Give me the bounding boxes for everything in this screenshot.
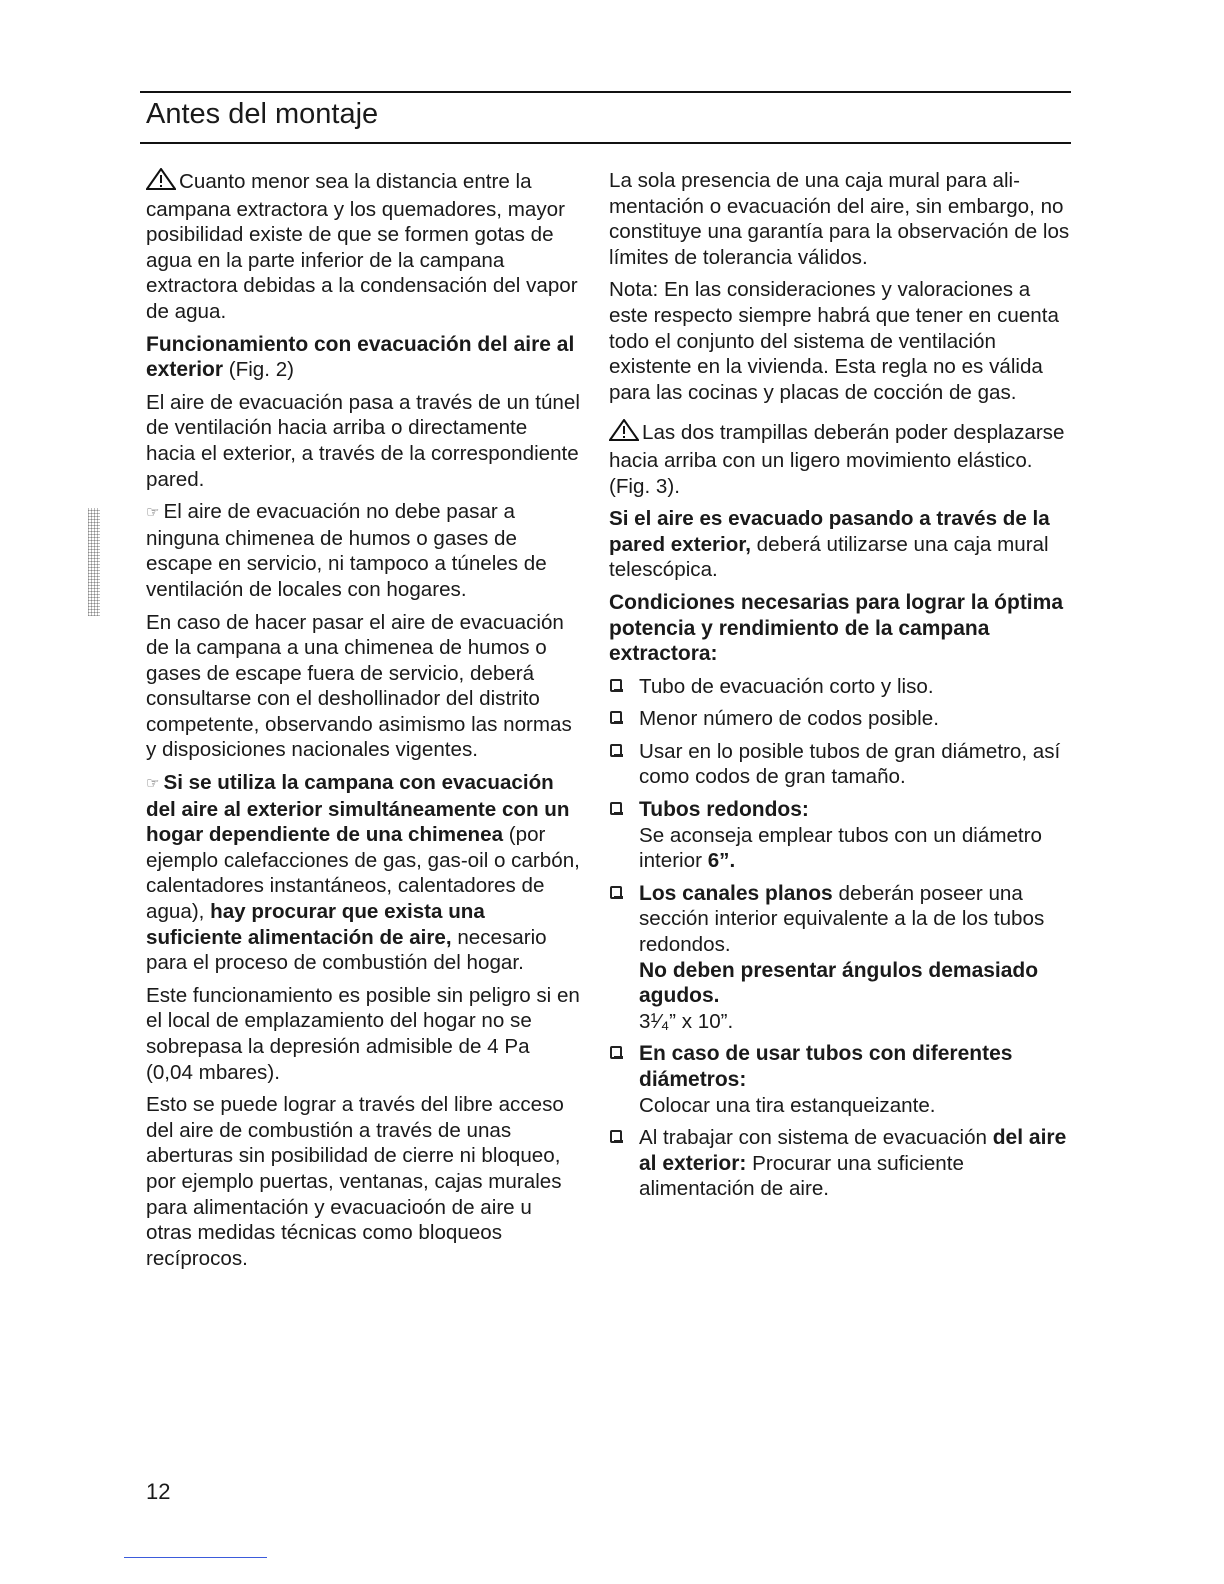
checkbox-bullet-icon xyxy=(610,886,622,899)
checkbox-bullet-icon xyxy=(610,679,622,692)
note-bold-text-2: hay procurar que exista una suficiente alimentación de aire, xyxy=(146,900,485,949)
warning-triangle-icon xyxy=(146,168,176,197)
checkbox-bullet-icon xyxy=(610,1130,622,1143)
margin-tab-marker xyxy=(88,508,100,616)
page-title: Antes del montaje xyxy=(146,98,379,130)
list-item-text: Usar en lo posible tubos de gran diámetro, así como codos de gran tamaño. xyxy=(639,739,1061,789)
warning-paragraph-condensation xyxy=(146,168,581,325)
list-item xyxy=(609,881,1071,1035)
list-item-text: Al trabajar con sistema de evacuación xyxy=(639,1126,987,1150)
list-item-text-2: Procurar una suficiente alimentación de aire. xyxy=(639,1151,964,1201)
note-bold-text: Si se utiliza la campana con evacuación del aire al exterior simultáneamente con un hogar dependiente de una chimenea xyxy=(146,771,570,847)
left-column xyxy=(146,168,581,1278)
footer-divider xyxy=(124,1557,267,1558)
warning-text: Las dos trampillas deberán poder desplazarse hacia arriba con un ligero movimiento elástico. (Fig. 3). xyxy=(609,421,1065,498)
wall-regular-text: deberá utilizarse una caja mural telescópica. xyxy=(609,532,1049,582)
checkbox-bullet-icon xyxy=(610,802,622,815)
right-column xyxy=(609,168,1071,1209)
list-item-dimensions: 3¹⁄₄” x 10”. xyxy=(639,1009,734,1033)
list-item-bold: Tubos redondos: xyxy=(639,798,809,822)
paragraph-note: Nota: En las consideraciones y valoraciones a este respecto siempre habrá que tener en cuenta todo el conjunto del sistema de ventilación existente en la vivienda. Esta regla no es válida para las cocinas y placas de cocción de gas. xyxy=(609,278,1059,404)
paragraph-depression: Este funcionamiento es posible sin peligro si en el local de emplazamiento del hogar no se sobrepasa la depresión admisible de 4 Pa (0,04 mbares). xyxy=(146,983,580,1084)
paragraph-exhaust-path: El aire de evacuación pasa a través de un túnel de ventilación hacia arriba o directamente hacia el exterior, a través de la correspondiente pared. xyxy=(146,390,580,491)
list-item-text: Colocar una tira estanqueizante. xyxy=(639,1093,936,1117)
header-rule-top xyxy=(140,91,1071,93)
pointing-hand-icon: ☞ xyxy=(146,775,160,793)
list-item-bold-2: No deben presentar ángulos demasiado agudos. xyxy=(639,958,1039,1008)
checkbox-bullet-icon xyxy=(610,1046,622,1059)
warning-triangle-icon xyxy=(609,419,639,448)
note-text: El aire de evacuación no debe pasar a ninguna chimenea de humos o gases de escape en servicio, ni tampoco a túneles de ventilación de locales con hogares. xyxy=(146,500,547,601)
list-item xyxy=(609,739,1071,790)
list-item xyxy=(609,1041,1071,1118)
note-paragraph-chimney xyxy=(146,499,581,602)
note-regular-text-2: necesario para el proceso de combustión del hogar. xyxy=(146,925,547,975)
list-item-bold: Los canales planos xyxy=(639,881,833,905)
list-item-text: deberán poseer una sección interior equivalente a la de los tubos redondos. xyxy=(639,881,1045,957)
list-item-text: Se aconseja emplear tubos con un diámetro interior xyxy=(639,823,1042,873)
list-item xyxy=(609,1125,1071,1202)
figure-reference: (Fig. 2) xyxy=(228,358,295,382)
wall-bold-text: Si el aire es evacuado pasando a través de la pared exterior, xyxy=(609,507,1050,556)
list-item-text: Menor número de codos posible. xyxy=(639,707,939,731)
note-regular-text: (por ejemplo calefacciones de gas, gas-oil o carbón, calentadores instantáneos, calentadores de agua), xyxy=(146,823,580,924)
list-item-text: Tubo de evacuación corto y liso. xyxy=(639,674,934,698)
list-item-bold: del aire al exterior: xyxy=(639,1126,1067,1175)
header-rule-bottom xyxy=(140,142,1071,144)
note-paragraph-simultaneous xyxy=(146,770,581,976)
list-item-bold: En caso de usar tubos con diferentes diámetros: xyxy=(639,1042,1013,1091)
paragraph-wall-box: La sola presencia de una caja mural para alimentación o evacuación del aire, sin embargo, no constituye una garantía para la observación de los límites de tolerancia válidos. xyxy=(609,169,1070,269)
pointing-hand-icon: ☞ xyxy=(146,504,160,522)
paragraph-wall-exhaust xyxy=(609,506,1071,583)
list-item-value: 6”. xyxy=(707,849,736,873)
checkbox-bullet-icon xyxy=(610,744,622,757)
list-item xyxy=(609,674,1071,700)
checkbox-bullet-icon xyxy=(610,711,622,724)
warning-text: Cuanto menor sea la distancia entre la campana extractora y los quemadores, mayor posibilidad existe de que se formen gotas de agua en la parte inferior de la campana extractora debidas a la condensación del vapor de agua. xyxy=(146,170,578,323)
paragraph-combustion-air: Esto se puede lograr a través del libre acceso del aire de combustión a través de unas aberturas sin posibilidad de cierre ni bloqueo, por ejemplo puertas, ventanas, cajas murales para alimentación y evacuacioón de aire u otras medidas técnicas como bloqueos recíprocos. xyxy=(146,1093,564,1270)
page-number: 12 xyxy=(146,1479,171,1504)
section-heading-exhaust xyxy=(146,332,581,383)
section-heading-text: Funcionamiento con evacuación del aire al exterior xyxy=(146,332,575,382)
conditions-heading: Condiciones necesarias para lograr la óptima potencia y rendimiento de la campana extractora: xyxy=(609,590,1063,666)
list-item xyxy=(609,797,1071,874)
paragraph-out-of-service-chimney: En caso de hacer pasar el aire de evacuación de la campana a una chimenea de humos o gases de escape fuera de servicio, deberá consultarse con el deshollinador del distrito competente, observando asimismo las normas y disposiciones nacionales vigentes. xyxy=(146,610,572,762)
warning-paragraph-flaps xyxy=(609,419,1071,499)
conditions-list xyxy=(609,674,1071,1202)
list-item xyxy=(609,706,1071,732)
